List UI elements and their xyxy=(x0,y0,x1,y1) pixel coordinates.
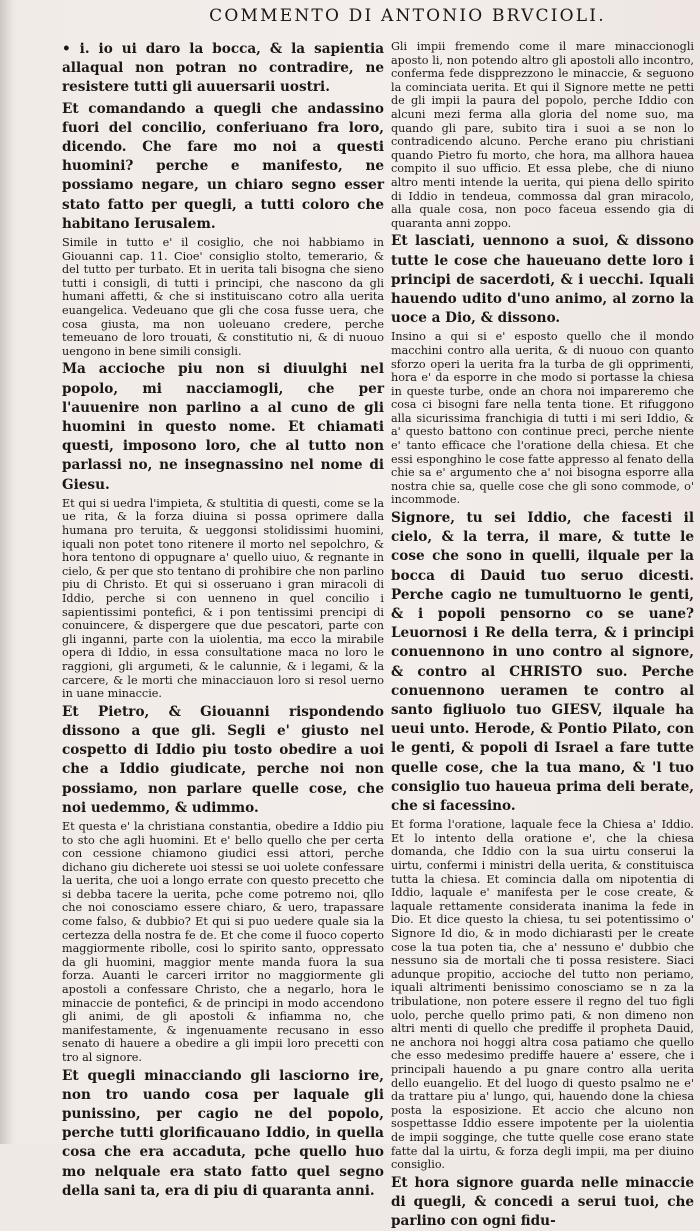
scripture-paragraph: Et hora signore guarda nelle minaccie di quegli, & concedi a serui tuoi, che parlino con ogni fidu- xyxy=(391,1174,694,1230)
commentary-paragraph: Simile in tutto e' il cosiglio, che noi habbiamo in Giouanni cap. 11. Cioe' consiglio stolto, temerario, & del tutto per turbato. Et in uerita tali bisogna che sieno tutti i consigli, di tutti i principi, che nascono da gli humani affetti, & che si instituiscano cotro alla uerita euangelica. Vedeuano que gli che cosa fusse uera, che cosa giusta, ma non uoleuano credere, perche temeuano de loro trouati, & constitutio ni, & di nuouo uengono in bene simili consigli. xyxy=(62,236,384,358)
scripture-paragraph: Et lasciati, uennono a suoi, & dissono tutte le cose che haueuano dette loro i principi de sacerdoti, & i uecchi. Iquali hauendo udito d'uno animo, al zorno la uoce a Dio, & dissono. xyxy=(391,233,694,327)
commentary-paragraph: Gli impii fremendo come il mare minaccionogli aposto li, non potendo altro gli apostoli allo incontro, conferma fede dispprezzono le minaccie, & seguono la cominciata uerita. Et qui il Signore mette ne petti de gli impii la paura del popolo, perche Iddio con alcuni mezi ferma alla gloria del nome suo, ma quando gli pare, subito tira i suoi a se non lo contradicendo alcuno. Perche erano piu christiani quando Pietro fu morto, che hora, ma allhora hauea compito il suo ufficio. Et essa plebe, che di niuno altro menti intende la uerita, qui piena dello spirito di Iddio in tendeua, commossa dal gran miracolo, alla quale cosa, non poco faceua essendo gia di quaranta anni zoppo. xyxy=(391,40,694,230)
running-head: COMMENTO DI ANTONIO BRVCIOLI. xyxy=(209,6,606,26)
commentary-paragraph: Insino a qui si e' esposto quello che il mondo macchini contro alla uerita, & di nuouo con quanto sforzo operi la uerita fra la turba de gli opprimenti, hora e' da esporre in che modo si portasse la chiesa in queste turbe, onde an chora noi impareremo che cosa ci bisogni fare nella tenta tione. Et rifuggono alla sicurissima franchigia di tutti i mi seri Iddio, & a' questo battono con continue preci, perche niente e' tanto efficace che l'oratione della chiesa. Et che essi esponghino le cose fatte appresso al fenato della chie sa e' argumento che a' noi bisogna esporre alla nostra chie sa, quelle cose che gli sono commode, o' incommode. xyxy=(391,330,694,507)
commentary-paragraph: Et forma l'oratione, laquale fece la Chiesa a' Iddio. Et lo intento della oratione e', che la chiesa domanda, che Iddio con la sua uirtu conserui la uirtu, confermi i ministri della uerita, & constituisca tutta la chiesa. Et comincia dalla om nipotentia di Iddio, laquale e' manifesta per le cose create, & laquale rettamente considerata inanima la fede in Dio. Et dice questo la chiesa, tu sei potentissimo o' Signore Id dio, & in modo dichiarasti per le create cose la tua poten tia, che a' nessuno e' dubbio che nessuno sia de mortali che ti possa resistere. Siaci adunque propitio, accioche del tutto non periamo, iquali altrimenti benissimo conosciamo se n za la tribulatione, non potere essere il regno del tuo figli uolo, perche quello primo pati, & non dimeno non altri menti di quello che prediffe il propheta Dauid, ne anchora noi hoggi altra cosa patiamo che quello che esso medesimo prediffe hauere a' essere, che i principali hauendo a pu gnare contro alla uerita dello euangelio. Et del luogo di questo psalmo ne e' da trattare piu a' lungo, qui, hauendo done la chiesa posta la esposizione. Et accio che alcuno non sospettasse Iddio essere impotente per la uiolentia de impii sogginge, che tutte quelle cose erano state fatte dal la uirtu, & forza degli impii, ma per diuino consiglio. xyxy=(391,818,694,1172)
left-column xyxy=(62,40,384,1199)
commentary-paragraph: Et questa e' la christiana constantia, obedire a Iddio piu to sto che agli huomini. Et e' bello quello che per certa con cessione chiamono giudici essi attori, perche dichano giu dicherete uoi stessi se uoi uolete confessare la uerita, che uoi a longo errate con questo precetto che si debba tacere la uerita, pche come potremo noi, qllo che noi conosciamo essere chiaro, & uero, trapassare come falso, & dubbio? Et qui si puo uedere quale sia la certezza della nostra fe de. Et che come il fuoco coperto maggiormente ribolle, cosi lo spirito santo, oppressato da gli huomini, maggior mente manda fuora la sua forza. Auanti le carceri irritor no maggiormente gli apostoli a confessare Christo, che a negarlo, hora le minaccie de pontefici, & de principi in modo accendono gli animi, de gli apostoli & infiamma no, che manifestamente, & ingenuamente recusano in esso senato di hauere a obedire a gli impii loro precetti con tro al signore. xyxy=(62,819,384,1065)
scripture-paragraph: • i. io ui daro la bocca, & la sapientia allaqual non potran no contradire, ne resistere tutti gli auuersarii uostri. xyxy=(62,41,384,96)
right-column xyxy=(391,40,694,1230)
commentary-paragraph: Et qui si uedra l'impieta, & stultitia di questi, come se la ue rita, & la forza diuina si possa oprimere dalla humana pro teruita, & ueggonsi stolidissimi huomini, iquali non potet tono ritenere il morto nel sepolchro, & hora tentono di oppugnare a' quello uiuo, & regnante in cielo, & per que sto tentano di prohibire che non parlino piu di Christo. Et qui si osseruano i gran miracoli di Iddio, perche si con uenneno in quel concilio i sapientissimi pontefici, & i pon tentissimi prencipi di conuincere, & dispergere que due pescatori, parte con gli inganni, parte con la uiolentia, ma ecco la mirabile opera di Iddio, in essa consultatione maca no loro le raggioni, gli argumeti, & le calunnie, & i legami, & la carcere, & le morti che minacciauon loro si resol uerno in uane minaccie. xyxy=(62,496,384,701)
scripture-paragraph: Et quegli minacciando gli lasciorno ire, non tro uando cosa per laquale gli punissino, per cagio ne del popolo, perche tutti glorificauano Iddio, in quella cosa che era accaduta, pche quello huo mo nelquale era stato fatto quel segno della sani ta, era di piu di quaranta anni. xyxy=(62,1067,384,1199)
binding-gutter xyxy=(0,0,14,1144)
scripture-paragraph: Ma accioche piu non si diuulghi nel popolo, mi nacciamogli, che per l'auuenire non parlino a al cuno de gli huomini in questo nome. Et chiamati questi, imposono loro, che al tutto non parlassi no, ne insegnassino nel nome di Giesu. xyxy=(62,361,384,493)
scripture-paragraph: Et comandando a quegli che andassino fuori del concilio, conferiuano fra loro, dicendo. Che fare mo noi a questi huomini? perche e manifesto, ne possiamo negare, un chiaro segno esser stato fatto per quegli, a tutti coloro che habitano Ierusalem. xyxy=(62,100,384,232)
scripture-paragraph: Signore, tu sei Iddio, che facesti il cielo, & la terra, il mare, & tutte le cose che sono in quelli, ilquale per la bocca di Dauid tuo seruo dicesti. Perche cagio ne tumultuorno le genti, & i popoli pensorno co se uane? Leuornosi i Re della terra, & i principi conuennono in uno contro al signore, & contro al CHRISTO suo. Perche conuennono ueramen te contro al santo figliuolo tuo GIESV, ilquale ha ueui unto. Herode, & Pontio Pilato, con le genti, & popoli di Israel a fare tutte quelle cose, che la tua mano, & 'l tuo consiglio tuo haueua prima deli berate, che si facessino. xyxy=(391,510,694,815)
scripture-paragraph: Et Pietro, & Giouanni rispondendo dissono a que gli. Segli e' giusto nel cospetto di Iddio piu tosto obedire a uoi che a Iddio giudicate, perche noi non possiamo, non parlare quelle cose, che noi uedemmo, & udimmo. xyxy=(62,703,384,816)
